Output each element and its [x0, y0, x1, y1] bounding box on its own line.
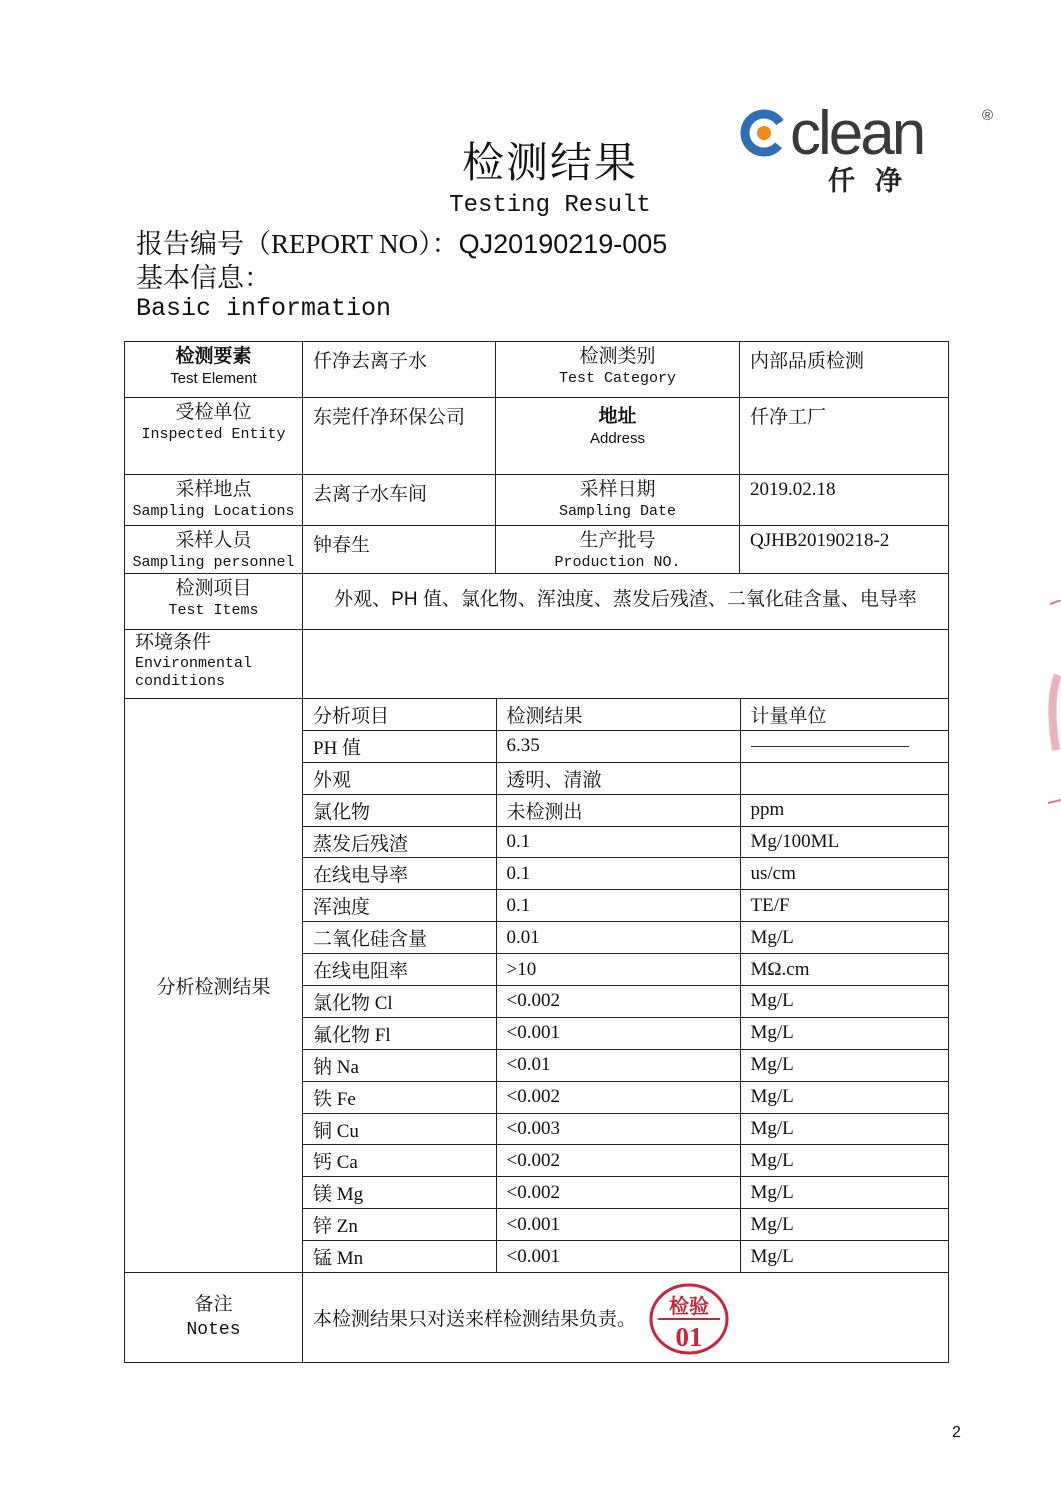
result-value: <0.002 [496, 1081, 740, 1113]
result-value: 6.35 [496, 730, 740, 762]
inspection-stamp [648, 1282, 730, 1356]
result-value: 0.1 [496, 890, 740, 922]
production-no-label: 生产批号 Production NO. [496, 526, 740, 574]
production-no-value: QJHB20190218-2 [740, 526, 949, 574]
report-number: QJ20190219-005 [458, 229, 668, 259]
page-title-en: Testing Result [449, 192, 651, 219]
result-item: 外观 [303, 762, 496, 794]
logo-wordmark: clean [790, 100, 924, 168]
result-item: 氯化物 [303, 794, 496, 826]
result-value: 0.1 [496, 826, 740, 858]
inspected-entity-value: 东莞仟净环保公司 [303, 398, 496, 475]
result-unit [740, 762, 949, 794]
results-container [303, 699, 949, 1273]
inspected-entity-label: 受检单位 Inspected Entity [125, 398, 303, 475]
page-number: 2 [952, 1424, 961, 1441]
result-item: 钠 Na [303, 1049, 496, 1081]
result-unit: Mg/L [740, 1177, 949, 1209]
result-unit: Mg/L [740, 1049, 949, 1081]
result-row [303, 1017, 949, 1049]
result-item: 铜 Cu [303, 1113, 496, 1145]
result-row [303, 1049, 949, 1081]
sampling-location-label: 采样地点 Sampling Locations [125, 475, 303, 526]
sampling-personnel-value: 钟春生 [303, 526, 496, 574]
empty-unit-dash [751, 746, 909, 747]
test-element-value: 仟净去离子水 [303, 342, 496, 398]
result-value: >10 [496, 954, 740, 986]
notes-value: 本检测结果只对送来样检测结果负责。 [303, 1273, 949, 1363]
result-item: 铁 Fe [303, 1081, 496, 1113]
result-unit: Mg/L [740, 922, 949, 954]
header-analysis-item: 分析项目 [303, 699, 496, 730]
result-value: <0.001 [496, 1209, 740, 1241]
edge-seal-fragment [1044, 600, 1061, 805]
result-row [303, 762, 949, 794]
test-category-label: 检测类别 Test Category [496, 342, 740, 398]
result-item: 锌 Zn [303, 1209, 496, 1241]
result-row [303, 794, 949, 826]
registered-mark: ® [982, 107, 994, 124]
notes-label: 备注 Notes [125, 1273, 303, 1363]
address-value: 仟净工厂 [740, 398, 949, 475]
result-item: 在线电导率 [303, 858, 496, 890]
result-row [303, 986, 949, 1018]
sampling-location-value: 去离子水车间 [303, 475, 496, 526]
test-category-value: 内部品质检测 [740, 342, 949, 398]
logo-subtitle: 仟净 [828, 166, 922, 197]
result-unit: Mg/L [740, 1145, 949, 1177]
result-item: 钙 Ca [303, 1145, 496, 1177]
result-unit: MΩ.cm [740, 954, 949, 986]
result-value: <0.002 [496, 986, 740, 1018]
result-unit [740, 730, 949, 762]
result-unit: Mg/100ML [740, 826, 949, 858]
result-unit: Mg/L [740, 1241, 949, 1272]
result-value: <0.01 [496, 1049, 740, 1081]
address-label: 地址 Address [496, 398, 740, 475]
basic-info-heading-en: Basic information [136, 294, 392, 323]
sampling-date-label: 采样日期 Sampling Date [496, 475, 740, 526]
result-value: 0.1 [496, 858, 740, 890]
header-test-result: 检测结果 [496, 699, 740, 730]
result-item: 锰 Mn [313, 1248, 364, 1270]
result-item: 在线电阻率 [303, 954, 496, 986]
result-table [124, 341, 948, 1363]
result-value: 0.01 [496, 922, 740, 954]
result-unit: TE/F [740, 890, 949, 922]
result-row [303, 954, 949, 986]
result-row [303, 922, 949, 954]
result-value: <0.001 [496, 1241, 740, 1272]
result-row [303, 1177, 949, 1209]
result-row [303, 1113, 949, 1145]
result-item: 二氧化硅含量 [303, 922, 496, 954]
result-unit: Mg/L [740, 1113, 949, 1145]
results-header-row [303, 699, 949, 730]
environment-label: 环境条件 Environmental conditions [125, 630, 303, 699]
result-row [303, 858, 949, 890]
test-items-label: 检测项目 Test Items [125, 574, 303, 630]
result-unit: Mg/L [740, 1017, 949, 1049]
result-unit: Mg/L [740, 986, 949, 1018]
result-row [303, 1081, 949, 1113]
result-row [303, 730, 949, 762]
header-unit: 计量单位 [740, 699, 949, 730]
environment-value [303, 630, 949, 699]
result-unit: us/cm [740, 858, 949, 890]
result-unit: Mg/L [740, 1081, 949, 1113]
result-value: <0.001 [496, 1017, 740, 1049]
result-unit: Mg/L [740, 1209, 949, 1241]
result-item: 氟化物 Fl [303, 1017, 496, 1049]
results-section-label: 分析检测结果 [125, 699, 303, 1273]
page-title-cn: 检测结果 [461, 141, 638, 187]
test-element-label: 检测要素 Test Element [125, 342, 303, 398]
result-row [303, 826, 949, 858]
result-value: 透明、清澈 [496, 762, 740, 794]
sampling-personnel-label: 采样人员 Sampling personnel [125, 526, 303, 574]
result-value: <0.003 [496, 1113, 740, 1145]
result-unit: ppm [740, 794, 949, 826]
result-value: <0.002 [496, 1177, 740, 1209]
result-row [303, 1209, 949, 1241]
result-row [303, 1145, 949, 1177]
svg-text:01: 01 [675, 1322, 703, 1352]
svg-text:检验: 检验 [669, 1294, 709, 1318]
result-value: <0.002 [496, 1145, 740, 1177]
result-item: 氯化物 Cl [303, 986, 496, 1018]
test-items-value: 外观、PH 值、氯化物、浑浊度、蒸发后残渣、二氧化硅含量、电导率 [303, 574, 949, 630]
sampling-date-value: 2019.02.18 [740, 475, 949, 526]
result-row [303, 890, 949, 922]
result-row [303, 1241, 949, 1272]
result-item: PH 值 [303, 730, 496, 762]
report-number-label: 报告编号（REPORT NO）： [136, 229, 459, 259]
basic-info-heading-cn: 基本信息： [136, 263, 271, 293]
result-item: 蒸发后残渣 [303, 826, 496, 858]
results-body [303, 699, 949, 1272]
result-item: 浑浊度 [303, 890, 496, 922]
result-value: 未检测出 [496, 794, 740, 826]
result-item: 镁 Mg [303, 1177, 496, 1209]
